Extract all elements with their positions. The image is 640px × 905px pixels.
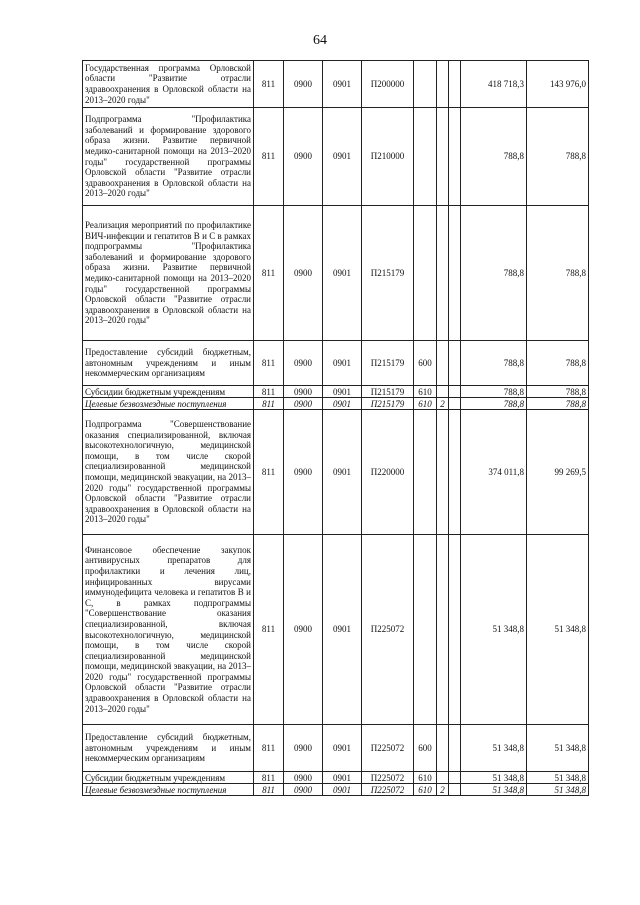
podrazdel-code: 0901 [323, 61, 362, 108]
podrazdel-code: 0901 [323, 386, 362, 398]
csr-code: П215179 [362, 386, 414, 398]
podrazdel-code: 0901 [323, 535, 362, 725]
podrazdel-code: 0901 [323, 341, 362, 386]
source-code: 2 [437, 398, 449, 410]
row-name: Целевые безвозмездные поступления [83, 398, 254, 410]
row-name: Предоставление субсидий бюджетным, автономным учреждениям и иным некоммерческим организациям [83, 725, 254, 772]
source-code [437, 772, 449, 784]
table-row [83, 784, 589, 796]
vr-code [414, 535, 437, 725]
podrazdel-code: 0901 [323, 108, 362, 206]
table-row [83, 725, 589, 772]
blank-cell [449, 61, 461, 108]
blank-cell [449, 772, 461, 784]
ved-code: 811 [254, 341, 284, 386]
sum-1: 51 348,8 [461, 784, 527, 796]
source-code [437, 206, 449, 341]
razdel-code: 0900 [284, 784, 323, 796]
ved-code: 811 [254, 784, 284, 796]
blank-cell [449, 410, 461, 535]
row-name: Субсидии бюджетным учреждениям [83, 772, 254, 784]
razdel-code: 0900 [284, 206, 323, 341]
sum-1: 788,8 [461, 398, 527, 410]
csr-code: П210000 [362, 108, 414, 206]
ved-code: 811 [254, 535, 284, 725]
table-row [83, 386, 589, 398]
sum-1: 788,8 [461, 386, 527, 398]
csr-code: П215179 [362, 206, 414, 341]
table-row [83, 535, 589, 725]
vr-code [414, 410, 437, 535]
ved-code: 811 [254, 206, 284, 341]
row-name: Предоставление субсидий бюджетным, автономным учреждениям и иным некоммерческим организациям [83, 341, 254, 386]
source-code [437, 410, 449, 535]
source-code [437, 725, 449, 772]
ved-code: 811 [254, 772, 284, 784]
razdel-code: 0900 [284, 725, 323, 772]
blank-cell [449, 725, 461, 772]
vr-code: 610 [414, 784, 437, 796]
razdel-code: 0900 [284, 398, 323, 410]
table-row [83, 772, 589, 784]
podrazdel-code: 0901 [323, 725, 362, 772]
sum-2: 143 976,0 [527, 61, 589, 108]
razdel-code: 0900 [284, 535, 323, 725]
blank-cell [449, 341, 461, 386]
row-name: Реализация мероприятий по профилактике ВИЧ-инфекции и гепатитов В и С в рамках подпрограммы "Профилактика заболеваний и формирование здорового образа жизни. Развитие первичной медико-санитарной помощи на 2013–2020 годы" государственной программы Орловской области "Развитие отрасли здравоохранения в Орловской области на 2013–2020 годы" [83, 206, 254, 341]
sum-2: 788,8 [527, 341, 589, 386]
csr-code: П225072 [362, 784, 414, 796]
razdel-code: 0900 [284, 772, 323, 784]
blank-cell [449, 206, 461, 341]
razdel-code: 0900 [284, 386, 323, 398]
sum-2: 51 348,8 [527, 535, 589, 725]
sum-2: 51 348,8 [527, 725, 589, 772]
vr-code: 610 [414, 772, 437, 784]
ved-code: 811 [254, 386, 284, 398]
source-code: 2 [437, 784, 449, 796]
csr-code: П225072 [362, 535, 414, 725]
blank-cell [449, 535, 461, 725]
ved-code: 811 [254, 108, 284, 206]
podrazdel-code: 0901 [323, 784, 362, 796]
vr-code: 600 [414, 341, 437, 386]
budget-table [82, 60, 589, 796]
sum-2: 788,8 [527, 386, 589, 398]
source-code [437, 341, 449, 386]
sum-1: 788,8 [461, 108, 527, 206]
sum-2: 788,8 [527, 108, 589, 206]
ved-code: 811 [254, 410, 284, 535]
csr-code: П225072 [362, 725, 414, 772]
sum-1: 418 718,3 [461, 61, 527, 108]
csr-code: П225072 [362, 772, 414, 784]
table-row [83, 398, 589, 410]
podrazdel-code: 0901 [323, 206, 362, 341]
vr-code [414, 206, 437, 341]
ved-code: 811 [254, 398, 284, 410]
blank-cell [449, 108, 461, 206]
sum-1: 788,8 [461, 341, 527, 386]
blank-cell [449, 398, 461, 410]
razdel-code: 0900 [284, 410, 323, 535]
podrazdel-code: 0901 [323, 398, 362, 410]
blank-cell [449, 386, 461, 398]
source-code [437, 535, 449, 725]
podrazdel-code: 0901 [323, 410, 362, 535]
csr-code: П200000 [362, 61, 414, 108]
source-code [437, 386, 449, 398]
source-code [437, 61, 449, 108]
row-name: Субсидии бюджетным учреждениям [83, 386, 254, 398]
razdel-code: 0900 [284, 341, 323, 386]
row-name: Подпрограмма "Профилактика заболеваний и формирование здорового образа жизни. Развитие первичной медико-санитарной помощи на 2013–2020 годы" государственной программы Орловской области "Развитие отрасли здравоохранения в Орловской области на 2013–2020 годы" [83, 108, 254, 206]
sum-2: 51 348,8 [527, 772, 589, 784]
table-row [83, 341, 589, 386]
page-number: 64 [313, 33, 327, 48]
sum-1: 51 348,8 [461, 535, 527, 725]
ved-code: 811 [254, 61, 284, 108]
razdel-code: 0900 [284, 61, 323, 108]
vr-code [414, 108, 437, 206]
table-row [83, 108, 589, 206]
blank-cell [449, 784, 461, 796]
vr-code: 610 [414, 386, 437, 398]
row-name: Государственная программа Орловской области "Развитие отрасли здравоохранения в Орловской области на 2013–2020 годы" [83, 61, 254, 108]
sum-2: 788,8 [527, 206, 589, 341]
sum-2: 788,8 [527, 398, 589, 410]
sum-1: 51 348,8 [461, 772, 527, 784]
row-name: Целевые безвозмездные поступления [83, 784, 254, 796]
vr-code: 600 [414, 725, 437, 772]
sum-2: 99 269,5 [527, 410, 589, 535]
table-row [83, 206, 589, 341]
table-row [83, 61, 589, 108]
sum-1: 51 348,8 [461, 725, 527, 772]
table-row [83, 410, 589, 535]
source-code [437, 108, 449, 206]
csr-code: П215179 [362, 341, 414, 386]
csr-code: П215179 [362, 398, 414, 410]
ved-code: 811 [254, 725, 284, 772]
row-name: Финансовое обеспечение закупок антивирусных препаратов для профилактики и лечения лиц, инфицированных вирусами иммунодефицита человека и гепатитов В и С, в рамках подпрограммы "Совершенствование оказания специализированной, включая высокотехнологичную, медицинской помощи, в том числе скорой специализированной медицинской помощи, медицинской эвакуации, на 2013–2020 годы" государственной программы Орловской области "Развитие отрасли здравоохранения в Орловской области на 2013–2020 годы" [83, 535, 254, 725]
sum-1: 788,8 [461, 206, 527, 341]
row-name: Подпрограмма "Совершенствование оказания специализированной, включая высокотехнологичную, медицинской помощи, в том числе скорой специализированной медицинской помощи, медицинской эвакуации, на 2013–2020 годы" государственной программы Орловской области "Развитие отрасли здравоохранения в Орловской области на 2013–2020 годы" [83, 410, 254, 535]
vr-code: 610 [414, 398, 437, 410]
csr-code: П220000 [362, 410, 414, 535]
sum-2: 51 348,8 [527, 784, 589, 796]
razdel-code: 0900 [284, 108, 323, 206]
podrazdel-code: 0901 [323, 772, 362, 784]
sum-1: 374 011,8 [461, 410, 527, 535]
vr-code [414, 61, 437, 108]
